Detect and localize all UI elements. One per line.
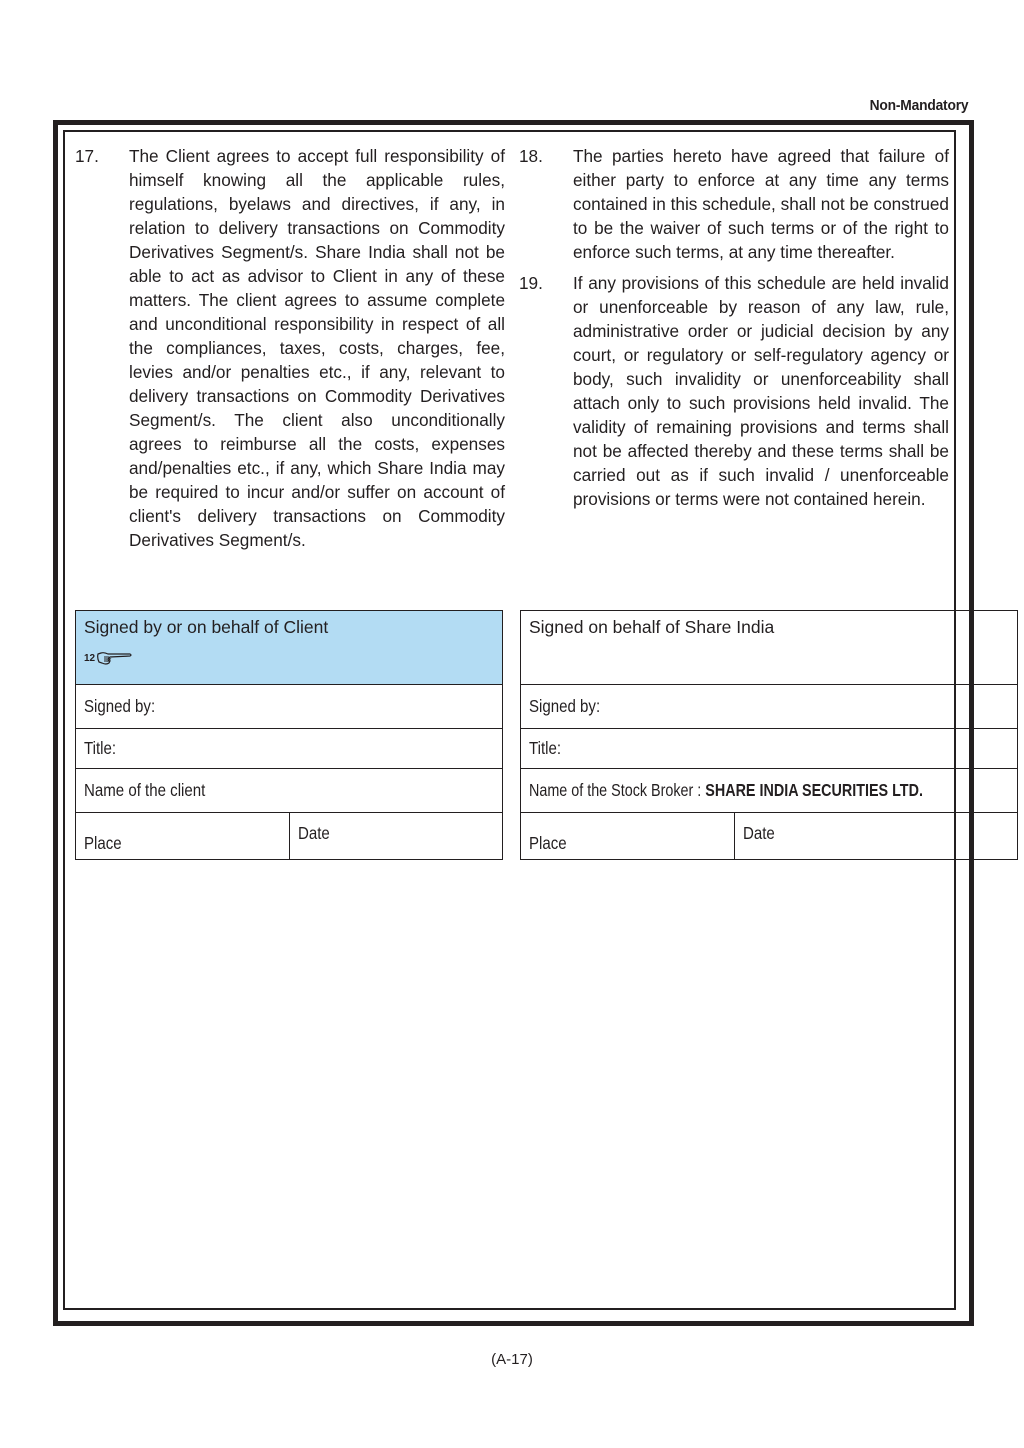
signature-marker-number: 12: [84, 652, 96, 664]
client-signed-by-field[interactable]: [76, 685, 503, 729]
client-date-field[interactable]: [290, 813, 503, 860]
signature-marker: [84, 650, 494, 666]
broker-signature-table: [520, 610, 1018, 860]
broker-date-field[interactable]: [735, 813, 1018, 860]
broker-signed-by-field[interactable]: [521, 685, 1018, 729]
client-place-field[interactable]: [76, 813, 290, 860]
client-title-label: Title:: [84, 738, 117, 758]
broker-name-label: Name of the Stock Broker :: [529, 780, 702, 800]
broker-signed-by-label: Signed by:: [529, 696, 601, 716]
broker-place-label: Place: [529, 832, 567, 853]
pointing-hand-icon: [96, 650, 132, 666]
left-column: [75, 144, 505, 559]
client-title-field[interactable]: [76, 729, 503, 769]
clause-text: The parties hereto have agreed that failure of either party to enforce at any time any terms contained in this schedule, shall not be construed to be the waiver of such terms or of the right to enforce such terms, at any time thereafter.: [573, 146, 949, 262]
clause-17: [75, 144, 505, 552]
client-signature-box[interactable]: [76, 611, 503, 685]
client-name-label: Name of the client: [84, 780, 206, 800]
client-name-field[interactable]: [76, 769, 503, 813]
broker-signature-heading: Signed on behalf of Share India: [529, 617, 775, 637]
clause-number: 17.: [75, 146, 99, 166]
clause-19: [519, 271, 949, 511]
non-mandatory-label: Non-Mandatory: [869, 97, 968, 114]
broker-name-field: [521, 769, 1018, 813]
client-signature-heading: Signed by or on behalf of Client: [84, 617, 329, 637]
broker-name-value: SHARE INDIA SECURITIES LTD.: [705, 780, 923, 800]
page-number: (A-17): [491, 1351, 533, 1368]
right-column: [519, 144, 949, 518]
broker-date-label: Date: [743, 823, 775, 843]
broker-title-field[interactable]: [521, 729, 1018, 769]
client-place-label: Place: [84, 832, 122, 853]
client-signed-by-label: Signed by:: [84, 696, 156, 716]
clause-number: 19.: [519, 273, 543, 293]
clause-number: 18.: [519, 146, 543, 166]
broker-title-label: Title:: [529, 738, 562, 758]
client-signature-table: [75, 610, 503, 860]
clause-text: If any provisions of this schedule are held invalid or unenforceable by reason of any law, rule, administrative order or judicial decision by any court, or regulatory or self-regulatory agency or body, such invalidity or unenforceability shall attach only to such provisions held invalid. The validity of remaining provisions and terms shall not be affected thereby and these terms shall be carried out as if such invalid / unenforceable provisions or terms were not contained herein.: [573, 273, 949, 509]
clause-18: [519, 144, 949, 264]
broker-signature-box[interactable]: [521, 611, 1018, 685]
broker-place-field[interactable]: [521, 813, 735, 860]
client-date-label: Date: [298, 823, 330, 843]
clause-text: The Client agrees to accept full responsibility of himself knowing all the applicable rules, regulations, byelaws and directives, if any, in relation to delivery transactions on Commodity Derivatives Segment/s. Share India shall not be able to act as advisor to Client in any of these matters. The client agrees to assume complete and unconditional responsibility in respect of all the compliances, taxes, costs, charges, fee, levies and/or penalties etc., if any, relevant to delivery transactions on Commodity Derivatives Segment/s. The client also unconditionally agrees to reimburse all the costs, expenses and/penalties etc., if any, which Share India may be required to incur and/or suffer on account of client's delivery transactions on Commodity Derivatives Segment/s.: [129, 146, 505, 550]
